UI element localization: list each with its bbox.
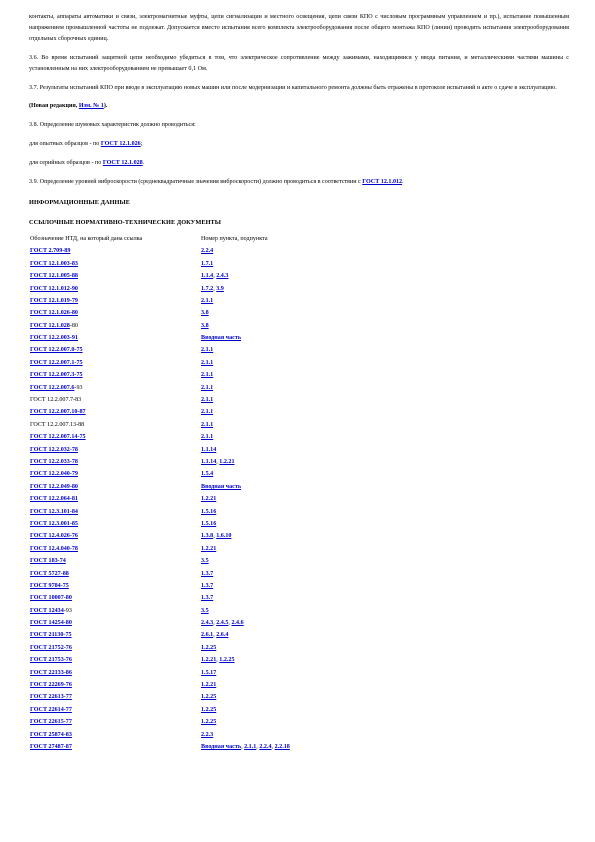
clause-cell bbox=[201, 742, 501, 754]
clause-link[interactable]: 2.1.1 bbox=[201, 372, 214, 379]
column-header-document: Обозначение НТД, на который дана ссылка bbox=[30, 235, 143, 242]
document-cell bbox=[30, 284, 201, 296]
document-cell bbox=[30, 531, 201, 543]
document-suffix: -93 bbox=[63, 607, 72, 614]
document-link[interactable]: ГОСТ 12434 bbox=[30, 607, 64, 614]
document-cell bbox=[30, 457, 201, 469]
clause-link[interactable]: 2.1.1 bbox=[201, 384, 214, 391]
table-row bbox=[30, 655, 501, 667]
document-cell bbox=[30, 730, 201, 742]
document-link[interactable]: ГОСТ 21752-76 bbox=[30, 644, 72, 651]
clause-cell bbox=[201, 333, 501, 345]
clause-link[interactable]: 3.5 bbox=[201, 558, 209, 565]
clause-link[interactable]: 2.2.4 bbox=[201, 248, 214, 255]
table-row bbox=[30, 284, 501, 296]
table-row bbox=[30, 321, 501, 333]
clause-cell bbox=[201, 655, 501, 667]
table-row bbox=[30, 469, 501, 481]
clause-link[interactable]: 2.4.3 bbox=[201, 620, 214, 627]
document-text: ГОСТ 12.2.007.13-88 bbox=[30, 421, 85, 428]
clause-link[interactable]: 1.2.25 bbox=[201, 694, 217, 701]
clause-link[interactable]: 1.6.10 bbox=[216, 533, 232, 540]
document-link[interactable]: ГОСТ 22269-76 bbox=[30, 682, 72, 689]
clause-link[interactable]: 1.7.2 bbox=[201, 285, 214, 292]
paragraph-3-9-text: 3.9. Определение уровней виброскорости (среднеквадратичные значения виброскорости) должно проводиться в соответствии с bbox=[29, 179, 363, 186]
document-link[interactable]: ГОСТ 22613-77 bbox=[30, 694, 72, 701]
table-row bbox=[30, 445, 501, 457]
document-cell bbox=[30, 358, 201, 370]
clause-cell bbox=[201, 569, 501, 581]
document-link[interactable]: ГОСТ 25874-83 bbox=[30, 731, 72, 738]
clause-cell bbox=[201, 618, 501, 630]
document-cell bbox=[30, 420, 201, 432]
table-row bbox=[30, 717, 501, 729]
table-row bbox=[30, 308, 501, 320]
document-cell bbox=[30, 321, 201, 333]
document-link[interactable]: ГОСТ 10007-80 bbox=[30, 595, 72, 602]
document-cell bbox=[30, 705, 201, 717]
document-cell bbox=[30, 630, 201, 642]
document-cell bbox=[30, 345, 201, 357]
document-cell bbox=[30, 692, 201, 704]
clause-link[interactable]: Вводная часть bbox=[201, 743, 242, 750]
document-cell bbox=[30, 407, 201, 419]
document-link[interactable]: ГОСТ 21753-76 bbox=[30, 657, 72, 664]
document-link[interactable]: ГОСТ 5727-88 bbox=[30, 570, 69, 577]
clause-cell bbox=[201, 643, 501, 655]
table-row bbox=[30, 742, 501, 754]
clause-separator: , bbox=[228, 620, 232, 627]
document-link[interactable]: ГОСТ 12.2.007.14-75 bbox=[30, 434, 86, 441]
document-link[interactable]: ГОСТ 12.4.040-78 bbox=[30, 545, 78, 552]
table-row bbox=[30, 705, 501, 717]
clause-link[interactable]: 1.3.7 bbox=[201, 582, 214, 589]
clause-link[interactable]: 1.5.16 bbox=[201, 508, 217, 515]
document-cell bbox=[30, 655, 201, 667]
document-link[interactable]: ГОСТ 12.3.001-85 bbox=[30, 520, 78, 527]
document-link[interactable]: ГОСТ 14254-80 bbox=[30, 620, 72, 627]
clause-cell bbox=[201, 457, 501, 469]
serial-samples-end: . bbox=[142, 160, 145, 167]
clause-link[interactable]: 2.1.1 bbox=[201, 409, 214, 416]
clause-link[interactable]: Вводная часть bbox=[201, 483, 242, 490]
table-row bbox=[30, 358, 501, 370]
document-cell bbox=[30, 742, 201, 754]
clause-cell bbox=[201, 296, 501, 308]
clause-separator: , bbox=[213, 273, 217, 280]
document-link[interactable]: ГОСТ 12.2.003-91 bbox=[30, 335, 78, 342]
clause-link[interactable]: 2.1.1 bbox=[244, 743, 257, 750]
table-row bbox=[30, 370, 501, 382]
document-suffix: -93 bbox=[74, 384, 83, 391]
clause-separator: , bbox=[271, 743, 275, 750]
clause-cell bbox=[201, 407, 501, 419]
document-link[interactable]: ГОСТ 12.1.012-90 bbox=[30, 285, 78, 292]
clause-cell bbox=[201, 395, 501, 407]
clause-link[interactable]: 3.5 bbox=[201, 607, 209, 614]
clause-link[interactable]: 1.7.1 bbox=[201, 260, 214, 267]
clause-link[interactable]: 2.4.3 bbox=[216, 273, 229, 280]
document-cell bbox=[30, 556, 201, 568]
clause-link[interactable]: 3.8 bbox=[201, 322, 209, 329]
clause-cell bbox=[201, 246, 501, 258]
clause-cell bbox=[201, 730, 501, 742]
table-row bbox=[30, 556, 501, 568]
document-cell bbox=[30, 606, 201, 618]
clause-separator: , bbox=[213, 632, 217, 639]
clause-cell bbox=[201, 581, 501, 593]
document-link[interactable]: ГОСТ 12.1.019-79 bbox=[30, 297, 78, 304]
clause-link[interactable]: 1.5.17 bbox=[201, 669, 217, 676]
table-row bbox=[30, 507, 501, 519]
document-cell bbox=[30, 569, 201, 581]
clause-link[interactable]: 1.3.7 bbox=[201, 595, 214, 602]
table-row bbox=[30, 692, 501, 704]
clause-link[interactable]: 3.8 bbox=[201, 310, 209, 317]
clause-link[interactable]: 2.1.1 bbox=[201, 347, 214, 354]
document-cell bbox=[30, 333, 201, 345]
table-row bbox=[30, 618, 501, 630]
clause-link[interactable]: 1.5.4 bbox=[201, 471, 214, 478]
document-link[interactable]: ГОСТ 12.2.007.0-75 bbox=[30, 347, 83, 354]
table-row bbox=[30, 395, 501, 407]
clause-link[interactable]: 1.2.21 bbox=[201, 682, 217, 689]
clause-link[interactable]: 2.6.4 bbox=[216, 632, 229, 639]
clause-cell bbox=[201, 680, 501, 692]
clause-cell bbox=[201, 308, 501, 320]
document-cell bbox=[30, 445, 201, 457]
document-cell bbox=[30, 668, 201, 680]
clause-link[interactable]: 2.4.5 bbox=[216, 620, 229, 627]
clause-link[interactable]: 1.3.7 bbox=[201, 570, 214, 577]
gost-12-1-012-link[interactable]: ГОСТ 12.1.012 bbox=[362, 179, 403, 186]
clause-cell bbox=[201, 630, 501, 642]
document-link[interactable]: ГОСТ 9784-75 bbox=[30, 582, 69, 589]
clause-separator: , bbox=[256, 743, 260, 750]
table-row bbox=[30, 296, 501, 308]
clause-link[interactable]: 1.5.16 bbox=[201, 520, 217, 527]
clause-cell bbox=[201, 370, 501, 382]
paragraph-3-6: 3.6. Во время испытаний защитной цепи необходимо убедиться в том, что электрическое сопротивление между зажимами, находящимися у ввода питания, и металлическими частями машины с установленным на них электрооборудованием не превышает 0,1 Ом. bbox=[29, 54, 569, 72]
prototype-samples-end: ; bbox=[140, 141, 143, 148]
table-row bbox=[30, 259, 501, 271]
document-link[interactable]: ГОСТ 12.2.064-81 bbox=[30, 496, 78, 503]
revision-note bbox=[29, 101, 569, 112]
document-link[interactable]: ГОСТ 12.1.003-83 bbox=[30, 260, 78, 267]
document-page bbox=[29, 12, 569, 754]
table-row bbox=[30, 569, 501, 581]
clause-cell bbox=[201, 606, 501, 618]
clause-link[interactable]: 1.1.4 bbox=[201, 273, 214, 280]
prototype-samples-text: для опытных образцов - по bbox=[29, 141, 101, 148]
document-link[interactable]: ГОСТ 22615-77 bbox=[30, 719, 72, 726]
clause-link[interactable]: 1.2.25 bbox=[201, 719, 217, 726]
table-row bbox=[30, 345, 501, 357]
document-cell bbox=[30, 593, 201, 605]
document-cell bbox=[30, 395, 201, 407]
clause-link[interactable]: 2.1.1 bbox=[201, 421, 214, 428]
table-row bbox=[30, 643, 501, 655]
clause-cell bbox=[201, 705, 501, 717]
paragraph-3-5-continued: контакты, аппараты автоматики и связи, электромагнитные муфты, цепи сигнализации и местного освещения, цепи связи КПО с числовым программным управлением и пр.), испытание повышенным напряжением промышленной частоты не подлежат. Допускается вместо испытания всего комплекта электрооборудования после общего монтажа КПО (линии) проводить испытания электрооборудования отдельных сборочных единиц. bbox=[29, 14, 569, 42]
document-cell bbox=[30, 432, 201, 444]
clause-cell bbox=[201, 432, 501, 444]
document-link[interactable]: ГОСТ 12.1.028 bbox=[30, 322, 70, 329]
section-heading-references: ССЫЛОЧНЫЕ НОРМАТИВНО-ТЕХНИЧЕСКИЕ ДОКУМЕНТЫ bbox=[29, 218, 222, 226]
document-link[interactable]: ГОСТ 12.2.007.1-75 bbox=[30, 359, 83, 366]
clause-separator: , bbox=[213, 533, 217, 540]
clause-cell bbox=[201, 531, 501, 543]
document-link[interactable]: ГОСТ 2.709-89 bbox=[30, 248, 71, 255]
clause-cell bbox=[201, 321, 501, 333]
clause-link[interactable]: 1.1.14 bbox=[201, 459, 217, 465]
clause-separator: , bbox=[216, 657, 220, 664]
clause-cell bbox=[201, 420, 501, 432]
paragraph-3-9 bbox=[29, 177, 569, 188]
clause-separator: , bbox=[216, 459, 220, 465]
clause-cell bbox=[201, 358, 501, 370]
paragraph-3-7: 3.7. Результаты испытаний КПО при вводе в эксплуатацию новых машин или после модернизации и капитального ремонта должны быть отражены в протоколе испытаний и акте о сдаче в эксплуатацию. bbox=[29, 84, 557, 91]
table-row bbox=[30, 482, 501, 494]
table-row bbox=[30, 271, 501, 283]
clause-link[interactable]: 1.2.21 bbox=[201, 657, 217, 664]
revision-note-open: (Новая редакция, bbox=[29, 103, 79, 110]
clause-link[interactable]: 2.4.6 bbox=[231, 620, 244, 627]
clause-separator: , bbox=[213, 620, 217, 627]
table-row bbox=[30, 668, 501, 680]
document-cell bbox=[30, 469, 201, 481]
table-row bbox=[30, 630, 501, 642]
document-cell bbox=[30, 618, 201, 630]
document-cell bbox=[30, 544, 201, 556]
section-heading-info: ИНФОРМАЦИОННЫЕ ДАННЫЕ bbox=[29, 198, 130, 206]
document-text: ГОСТ 12.2.007.7-83 bbox=[30, 397, 82, 404]
table-row bbox=[30, 333, 501, 345]
table-row bbox=[30, 519, 501, 531]
clause-cell bbox=[201, 544, 501, 556]
gost-12-1-026-link[interactable]: ГОСТ 12.1.026 bbox=[100, 141, 141, 148]
clause-cell bbox=[201, 345, 501, 357]
clause-link[interactable]: 2.1.1 bbox=[201, 434, 214, 441]
paragraph-3-9-end: . bbox=[402, 179, 404, 186]
document-cell bbox=[30, 507, 201, 519]
clause-link[interactable]: 2.1.1 bbox=[201, 297, 214, 304]
document-cell bbox=[30, 482, 201, 494]
clause-link[interactable]: 3.9 bbox=[216, 285, 224, 292]
clause-link[interactable]: 1.2.21 bbox=[201, 496, 217, 503]
document-link[interactable]: ГОСТ 27487-87 bbox=[30, 743, 72, 750]
revision-note-close: ). bbox=[103, 103, 108, 110]
document-cell bbox=[30, 581, 201, 593]
table-row bbox=[30, 581, 501, 593]
serial-samples-text: для серийных образцов - по bbox=[29, 160, 103, 167]
document-cell bbox=[30, 519, 201, 531]
document-link[interactable]: ГОСТ 12.4.026-76 bbox=[30, 533, 78, 540]
document-cell bbox=[30, 308, 201, 320]
document-link[interactable]: ГОСТ 12.3.101-84 bbox=[30, 508, 78, 515]
document-cell bbox=[30, 259, 201, 271]
document-link[interactable]: ГОСТ 12.2.007.6 bbox=[30, 384, 75, 391]
clause-cell bbox=[201, 469, 501, 481]
document-cell bbox=[30, 383, 201, 395]
clause-cell bbox=[201, 507, 501, 519]
document-cell bbox=[30, 643, 201, 655]
document-link[interactable]: ГОСТ 12.2.007.3-75 bbox=[30, 372, 83, 379]
clause-link[interactable]: 1.2.21 bbox=[201, 545, 217, 552]
clause-link[interactable]: 2.2.3 bbox=[201, 731, 214, 738]
document-cell bbox=[30, 271, 201, 283]
clause-cell bbox=[201, 692, 501, 704]
clause-cell bbox=[201, 482, 501, 494]
document-link[interactable]: ГОСТ 12.2.033-78 bbox=[30, 459, 78, 465]
document-link[interactable]: ГОСТ 22614-77 bbox=[30, 706, 72, 713]
clause-link[interactable]: Вводная часть bbox=[201, 335, 242, 342]
table-row bbox=[30, 593, 501, 605]
table-row bbox=[30, 544, 501, 556]
table-row bbox=[30, 606, 501, 618]
clause-cell bbox=[201, 383, 501, 395]
clause-cell bbox=[201, 519, 501, 531]
clause-link[interactable]: 2.2.18 bbox=[274, 743, 290, 750]
gost-12-1-028-link[interactable]: ГОСТ 12.1.028 bbox=[102, 160, 143, 167]
clause-link[interactable]: 1.1.14 bbox=[201, 446, 217, 453]
document-link[interactable]: ГОСТ 12.2.049-80 bbox=[30, 483, 78, 490]
clause-link[interactable]: 2.6.1 bbox=[201, 632, 214, 639]
clause-separator: , bbox=[241, 743, 245, 750]
prototype-samples-line bbox=[29, 139, 569, 150]
document-link[interactable]: ГОСТ 12.1.026-80 bbox=[30, 310, 78, 317]
document-link[interactable]: ГОСТ 12.2.032-78 bbox=[30, 446, 78, 453]
document-suffix: -80 bbox=[69, 322, 78, 329]
serial-samples-line bbox=[29, 158, 569, 169]
table-row bbox=[30, 730, 501, 742]
column-header-clause: Номер пункта, подпункта bbox=[201, 235, 268, 242]
table-row bbox=[30, 383, 501, 395]
document-link[interactable]: ГОСТ 183-74 bbox=[30, 558, 66, 565]
clause-cell bbox=[201, 556, 501, 568]
document-cell bbox=[30, 296, 201, 308]
clause-cell bbox=[201, 593, 501, 605]
document-cell bbox=[30, 680, 201, 692]
clause-link[interactable]: 1.2.25 bbox=[219, 657, 235, 664]
document-cell bbox=[30, 494, 201, 506]
document-link[interactable]: ГОСТ 22133-86 bbox=[30, 669, 72, 676]
clause-cell bbox=[201, 271, 501, 283]
references-table bbox=[30, 234, 501, 754]
paragraph-3-8: 3.8. Определение шумовых характеристик должно проводиться: bbox=[29, 122, 196, 129]
table-row bbox=[30, 407, 501, 419]
table-row bbox=[30, 531, 501, 543]
table-header-row bbox=[30, 234, 501, 246]
clause-link[interactable]: 1.3.8 bbox=[201, 533, 214, 540]
document-cell bbox=[30, 717, 201, 729]
table-row bbox=[30, 494, 501, 506]
table-row bbox=[30, 457, 501, 469]
amendment-link[interactable]: Изм. № 1 bbox=[78, 103, 104, 110]
clause-cell bbox=[201, 445, 501, 457]
document-link[interactable]: ГОСТ 12.2.007.10-87 bbox=[30, 409, 86, 416]
document-link[interactable]: ГОСТ 21130-75 bbox=[30, 632, 72, 639]
document-link[interactable]: ГОСТ 12.1.005-88 bbox=[30, 273, 78, 280]
clause-link[interactable]: 1.2.25 bbox=[201, 644, 217, 651]
table-row bbox=[30, 680, 501, 692]
table-row bbox=[30, 432, 501, 444]
document-cell bbox=[30, 370, 201, 382]
clause-link[interactable]: 2.1.1 bbox=[201, 397, 214, 404]
clause-cell bbox=[201, 717, 501, 729]
document-link[interactable]: ГОСТ 12.2.040-79 bbox=[30, 471, 78, 478]
clause-cell bbox=[201, 668, 501, 680]
clause-link[interactable]: 2.2.4 bbox=[259, 743, 272, 750]
references-table-body bbox=[30, 234, 501, 754]
clause-link[interactable]: 1.2.21 bbox=[219, 459, 235, 465]
table-row bbox=[30, 420, 501, 432]
clause-separator: , bbox=[213, 285, 217, 292]
clause-link[interactable]: 2.1.1 bbox=[201, 359, 214, 366]
document-cell bbox=[30, 246, 201, 258]
clause-cell bbox=[201, 284, 501, 296]
clause-link[interactable]: 1.2.25 bbox=[201, 706, 217, 713]
table-row bbox=[30, 246, 501, 258]
clause-cell bbox=[201, 259, 501, 271]
clause-cell bbox=[201, 494, 501, 506]
